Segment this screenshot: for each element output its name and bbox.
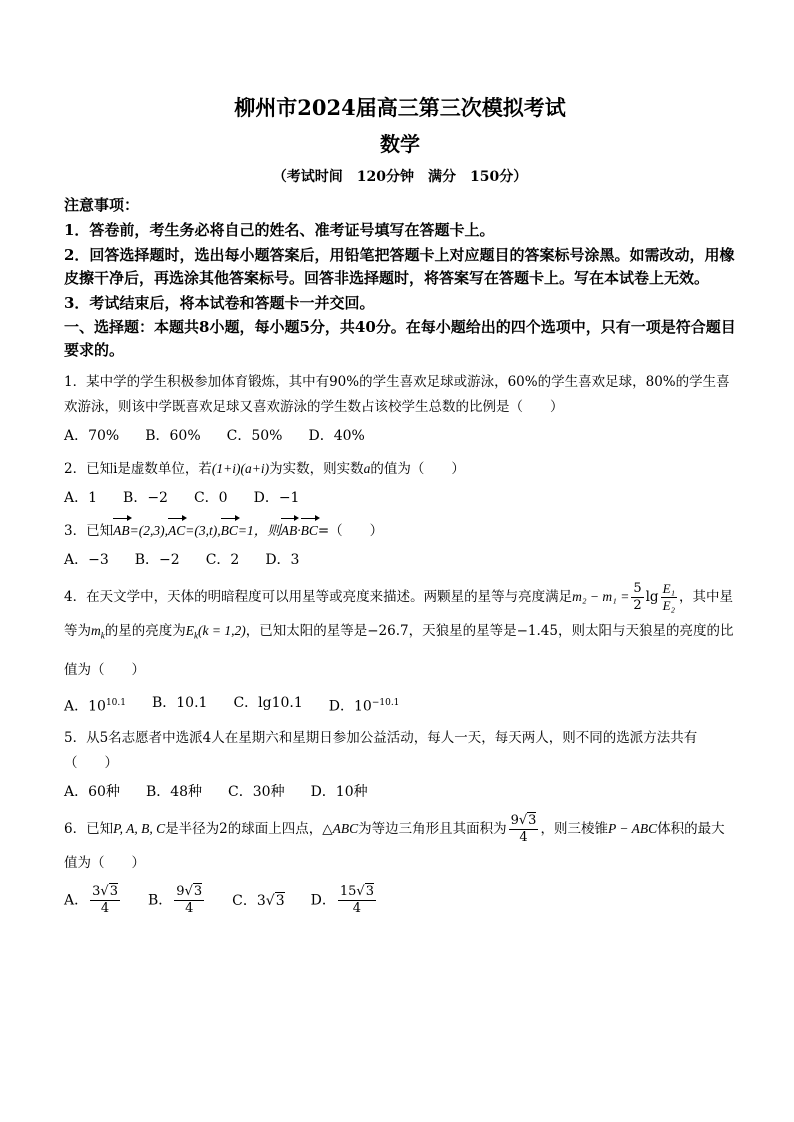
option-d: D．40% [308, 428, 365, 444]
question-4-options [64, 691, 736, 719]
option-c: C．50% [226, 428, 283, 444]
question-6: 6．已知P, A, B, C是半径为2的球面上四点，△ABC为等边三角形且其面积为 $\frac{9√3}{4}$ ，则三棱锥P − ABC体积的最大值为（ ） [64, 813, 725, 872]
option-b: B． $\frac{9√3}{4}$ [147, 884, 203, 917]
option-c: C．0 [193, 490, 228, 506]
option-a: A．$10^{10.1}$ [64, 697, 126, 715]
exam-meta: （考试时间 120分钟 满分 150分） [272, 169, 528, 185]
vector-ab: AB [281, 518, 298, 543]
option-d: D．$10^{-10.1}$ [328, 697, 400, 715]
option-a: A．1 [64, 490, 98, 506]
option-d: D．3 [265, 552, 300, 568]
question-5-options [64, 780, 736, 804]
fraction: $\frac{9√3}{4}$ [510, 813, 537, 846]
option-b: B．−2 [123, 490, 168, 506]
math-expression: (1+i)(a+i) [211, 461, 270, 476]
magnitude-formula: m₂ − m₁ = [572, 589, 630, 604]
option-c: C．lg10.1 [233, 694, 303, 711]
option-d: D．−1 [253, 490, 300, 506]
option-a: A． $\frac{3√3}{4}$ [64, 884, 118, 917]
vector-bc: BC [301, 518, 318, 543]
notice-heading: 注意事项： [64, 196, 140, 214]
option-a: A．70% [64, 428, 120, 444]
exam-title: 柳州市2024届高三第三次模拟考试 [234, 95, 566, 120]
notice-item: 1．答卷前，考生务必将自己的姓名、准考证号填写在答题卡上。 [64, 221, 495, 239]
section-heading: 一、选择题：本题共8小题，每小题5分，共40分。在每小题给出的四个选项中，只有一项是符合题目要求的。 [64, 318, 736, 359]
vector-ab: AB [113, 518, 130, 543]
option-b: B．−2 [134, 552, 180, 568]
question-2: 2．已知i是虚数单位，若(1+i)(a+i)为实数，则实数a的值为（ ） [64, 461, 465, 477]
fraction: $\frac{5}{2}$ [633, 581, 642, 613]
option-b: B．48种 [145, 784, 203, 801]
vector-bc: BC [221, 518, 238, 543]
question-6-options [64, 884, 736, 917]
question-4: 4．在天文学中，天体的明暗程度可以用星等或亮度来描述。两颗星的星等与亮度满足m₂ − m₁ = $\frac{5}{2}$ lg $\frac{\text{E₁}}{\text{E₂}}$ ，其中星等为$m_k$的星的亮度为$E_k(k = 1,2)$，已知太阳的星等是−26.7，天狼星的星等是−1.45，则太阳与天狼星的亮度的比值为（ ） [64, 581, 734, 678]
question-3: 3．已知AB=(2,3),AC=(3,t),BC=1，则AB·BC=（ ） [64, 518, 736, 544]
option-b: B．60% [145, 428, 201, 444]
notice-item: 3．考试结束后，将本试卷和答题卡一并交回。 [64, 294, 375, 312]
subject-title: 数学 [380, 132, 420, 156]
option-c: C．30种 [228, 784, 285, 801]
question-3-options [64, 548, 736, 572]
option-c: C．3√3 [232, 892, 285, 909]
question-1-options [64, 424, 736, 448]
math-variable: a [363, 461, 371, 476]
notice-item: 2．回答选择题时，选出每小题答案后，用铅笔把答题卡上对应题目的答案标号涂黑。如需改动，用橡皮擦干净后，再选涂其他答案标号。回答非选择题时，将答案写在答题卡上。写在本试卷上无效。 [64, 246, 735, 287]
option-d: D． $\frac{15√3}{4}$ [310, 884, 374, 917]
option-b: B．10.1 [151, 694, 208, 711]
vector-ac: AC [168, 518, 185, 543]
fraction: $\frac{\text{E₁}}{\text{E₂}}$ [662, 581, 676, 613]
option-d: D．10种 [310, 784, 368, 801]
question-1: 1．某中学的学生积极参加体育锻炼，其中有90%的学生喜欢足球或游泳，60%的学生喜欢足球，80%的学生喜欢游泳，则该中学既喜欢足球又喜欢游泳的学生数占该校学生总数的比例是（ ） [64, 374, 730, 415]
question-2-options [64, 486, 736, 510]
option-c: C．2 [205, 552, 240, 568]
option-a: A．−3 [64, 552, 109, 568]
option-a: A．60种 [64, 784, 120, 801]
question-5: 5．从5名志愿者中选派4人在星期六和星期日参加公益活动，每人一天，每天两人，则不同的选派方法共有（ ） [64, 730, 698, 772]
